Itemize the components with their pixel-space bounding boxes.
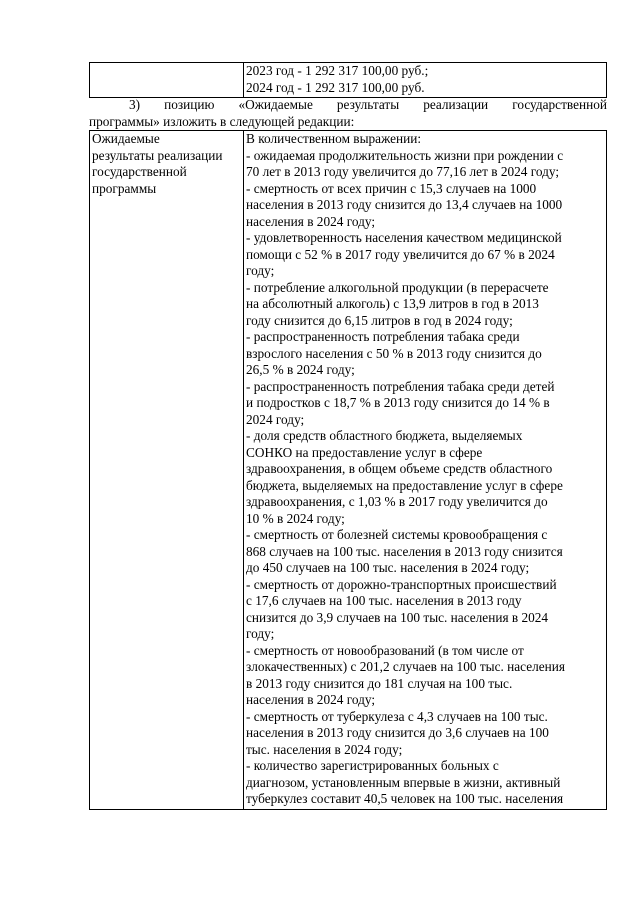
list-item: [246, 148, 605, 181]
list-item-line: - количество зарегистрированных больных с: [246, 758, 499, 773]
list-item-line: и подростков с 18,7 % в 2013 году снизится до 14 % в: [246, 395, 550, 410]
list-item-line: 10 % в 2024 году;: [246, 510, 345, 526]
list-item: [246, 758, 605, 808]
list-item-line: - ожидаемая продолжительность жизни при рождении с: [246, 147, 564, 163]
list-item: [246, 181, 605, 231]
list-item-line: помощи с 52 % в 2017 году увеличится до 67 % в 2024: [246, 246, 555, 262]
list-item-line: населения в 2013 году снизится до 3,6 случаев на 100: [246, 725, 549, 740]
list-item-line: СОНКО на предоставление услуг в сфере: [246, 444, 483, 460]
list-item: [246, 709, 605, 759]
list-item-line: 70 лет в 2013 году увеличится до 77,16 лет в 2024 году;: [246, 164, 560, 179]
list-item: [246, 577, 605, 643]
empty-cell: [90, 63, 244, 98]
list-item-line: здравоохранения, в общем объеме средств областного: [246, 461, 553, 476]
list-item: [246, 379, 605, 429]
list-item-line: населения в 2024 году;: [246, 692, 376, 707]
list-item-line: - распространенность потребления табака среди: [246, 329, 520, 344]
list-item-line: с 17,6 случаев на 100 тыс. населения в 2013 году: [246, 593, 522, 608]
list-item-line: взрослого населения с 50 % в 2013 году снизится до: [246, 345, 542, 361]
list-item-line: - смертность от болезней системы кровообращения с: [246, 527, 548, 542]
table-row: [90, 63, 607, 98]
paragraph-line-1: 3) позицию «Ожидаемые результаты реализации государственной: [129, 97, 607, 112]
list-item-line: снизится до 3,9 случаев на 100 тыс. населения в 2024: [246, 609, 549, 625]
label-line: Ожидаемые: [92, 131, 160, 146]
list-item: [246, 643, 605, 709]
list-item-line: - смертность от туберкулеза с 4,3 случаев на 100 тыс.: [246, 708, 548, 724]
list-item-line: здравоохранения, с 1,03 % в 2017 году увеличится до: [246, 494, 548, 509]
list-item-line: 868 случаев на 100 тыс. населения в 2013 году снизится: [246, 543, 563, 559]
budget-line-2023: 2023 год - 1 292 317 100,00 руб.;: [246, 63, 429, 78]
label-line: результаты реализации: [92, 147, 223, 163]
budget-cell: [244, 63, 607, 98]
list-item-line: в 2013 году снизится до 181 случая на 100 тыс.: [246, 675, 513, 691]
list-item-line: злокачественных) с 201,2 случаев на 100 тыс. населения: [246, 659, 565, 674]
list-item-line: году;: [246, 626, 275, 641]
list-item: [246, 230, 605, 280]
list-item: [246, 280, 605, 330]
list-item-line: - смертность от новообразований (в том числе от: [246, 642, 524, 658]
list-item-line: туберкулез составит 40,5 человек на 100 тыс. населения: [246, 791, 564, 806]
list-item-line: бюджета, выделяемых на предоставление услуг в сфере: [246, 477, 563, 493]
list-item-line: - удовлетворенность населения качеством медицинской: [246, 230, 562, 245]
budget-continuation-table: [89, 62, 607, 98]
paragraph-line-2: программы» изложить в следующей редакции:: [89, 113, 355, 129]
list-item: [246, 329, 605, 379]
budget-line-2024: 2024 год - 1 292 317 100,00 руб.: [246, 79, 425, 95]
list-item-line: - смертность от дорожно-транспортных происшествий: [246, 576, 557, 592]
list-item-line: населения в 2013 году снизится до 13,4 случаев на 1000: [246, 197, 563, 212]
list-item-line: на абсолютный алкоголь) с 13,9 литров в год в 2013: [246, 296, 539, 311]
results-cell: [244, 131, 607, 810]
list-item-line: 2024 году;: [246, 411, 305, 427]
list-item-line: - потребление алкогольной продукции (в перерасчете: [246, 279, 549, 295]
list-item-line: - распространенность потребления табака среди детей: [246, 378, 555, 394]
list-item-line: тыс. населения в 2024 году;: [246, 741, 403, 757]
list-item-line: - смертность от всех причин с 15,3 случаев на 1000: [246, 180, 537, 196]
list-item: [246, 428, 605, 527]
intro-line: В количественном выражении:: [246, 131, 422, 146]
expected-results-table: [89, 130, 607, 810]
table-row: [90, 131, 607, 810]
list-item-line: году;: [246, 263, 275, 278]
list-item-line: - доля средств областного бюджета, выделяемых: [246, 428, 523, 443]
list-item-line: 26,5 % в 2024 году;: [246, 362, 355, 377]
list-item-line: населения в 2024 году;: [246, 213, 376, 229]
label-line: программы: [92, 180, 157, 196]
list-item: [246, 527, 605, 577]
list-item-line: диагнозом, установленным впервые в жизни, активный: [246, 774, 561, 790]
list-item-line: году снизится до 6,15 литров в год в 2024 году;: [246, 312, 513, 328]
amendment-paragraph: [89, 97, 607, 130]
label-cell: [90, 131, 244, 810]
label-line: государственной: [92, 164, 187, 179]
list-item-line: до 450 случаев на 100 тыс. населения в 2024 году;: [246, 560, 530, 575]
